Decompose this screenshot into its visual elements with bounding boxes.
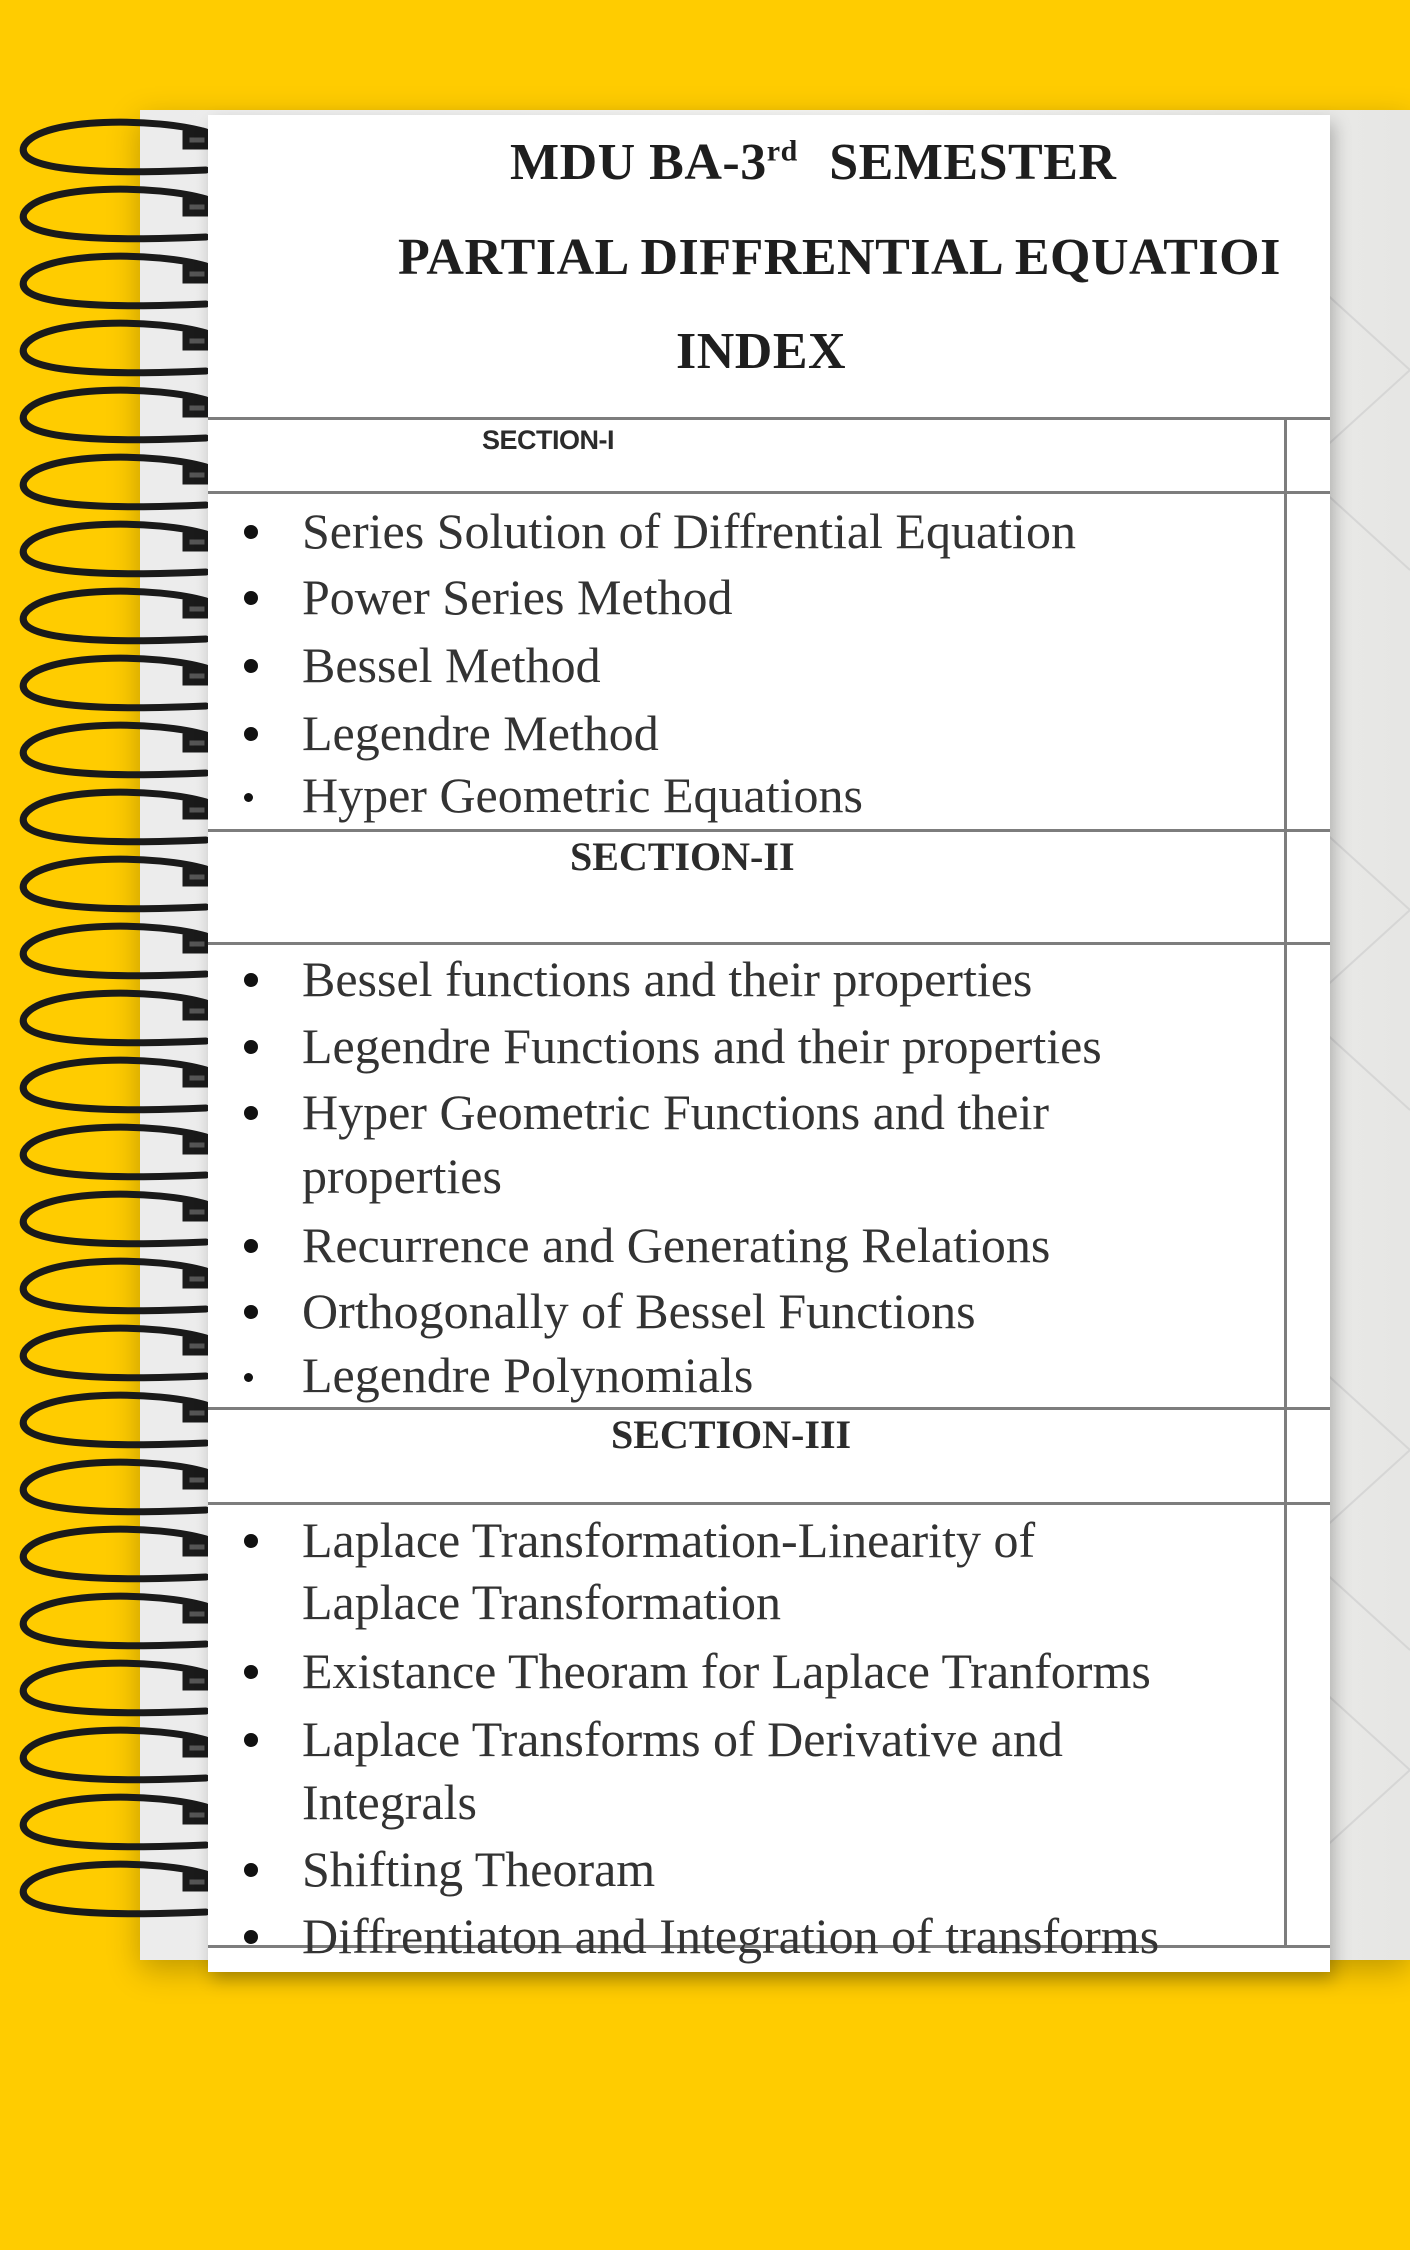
topic-text: Legendre Polynomials	[302, 1347, 754, 1403]
coil-hole	[186, 402, 208, 414]
section-2-rule	[208, 942, 1330, 945]
list-item	[208, 499, 1278, 563]
list-item	[208, 565, 1278, 629]
spiral-coil	[23, 1395, 206, 1445]
list-item	[208, 1837, 1278, 1901]
bullet-icon	[244, 727, 258, 741]
coil-hole	[186, 1809, 208, 1821]
heading-suffix: SEMESTER	[829, 134, 1117, 191]
coil-hole	[186, 603, 208, 615]
heading-line	[510, 133, 1116, 192]
section-1-label: SECTION-I	[482, 425, 615, 455]
list-item	[208, 1707, 1278, 1771]
topic-text: Legendre Functions and their properties	[302, 1018, 1102, 1074]
subject-title: PARTIAL DIFFRENTIAL EQUATIOI	[398, 229, 1281, 286]
coil-hole	[186, 1876, 208, 1888]
spiral-coil	[23, 926, 206, 976]
list-item	[208, 1770, 1278, 1834]
spiral-binding	[10, 110, 210, 1960]
topic-text: Shifting Theoram	[302, 1841, 656, 1897]
list-item	[208, 1080, 1278, 1144]
spiral-coil	[23, 792, 206, 842]
coil-hole	[186, 201, 208, 213]
spiral-coil	[23, 1797, 206, 1847]
spiral-coil	[23, 1060, 206, 1110]
bullet-icon	[244, 591, 258, 605]
spiral-coil	[23, 1127, 206, 1177]
section-1-rule	[208, 491, 1330, 494]
list-item	[208, 1014, 1278, 1078]
coil-hole	[186, 871, 208, 883]
coil-hole	[186, 1541, 208, 1553]
spiral-coil	[23, 1328, 206, 1378]
bullet-icon	[244, 525, 258, 539]
topic-text: Series Solution of Diffrential Equation	[302, 503, 1076, 559]
coil-hole	[186, 469, 208, 481]
topic-text: Diffrentiaton and Integration of transforms	[302, 1908, 1160, 1964]
coil-hole	[186, 804, 208, 816]
topic-text: Integrals	[302, 1774, 477, 1830]
topic-text: Laplace Transforms of Derivative and	[302, 1711, 1063, 1767]
coil-hole	[186, 1072, 208, 1084]
topic-text: Orthogonally of Bessel Functions	[302, 1283, 976, 1339]
list-item	[208, 763, 1278, 827]
coil-hole	[186, 737, 208, 749]
spiral-coil	[23, 591, 206, 641]
spiral-coil	[23, 122, 206, 172]
topic-text: Recurrence and Generating Relations	[302, 1217, 1051, 1273]
topic-text: Bessel Method	[302, 637, 601, 693]
spiral-coil	[23, 859, 206, 909]
coil-hole	[186, 335, 208, 347]
section-3-label: SECTION-III	[611, 1412, 852, 1457]
spiral-coil	[23, 1194, 206, 1244]
spiral-coil	[23, 1596, 206, 1646]
bullet-icon	[244, 1106, 258, 1120]
coil-hole	[186, 268, 208, 280]
bullet-icon	[244, 793, 253, 802]
heading-superscript: rd	[766, 134, 798, 168]
table-top-rule	[208, 417, 1330, 420]
spiral-coil	[23, 1864, 206, 1914]
bullet-icon	[244, 1040, 258, 1054]
list-item	[208, 1508, 1278, 1572]
coil-hole	[186, 1340, 208, 1352]
list-item	[208, 701, 1278, 765]
section-3-top-rule	[208, 1407, 1330, 1410]
section-2-top-rule	[208, 829, 1330, 832]
coil-hole	[186, 1407, 208, 1419]
bullet-icon	[244, 1373, 253, 1382]
bullet-icon	[244, 1733, 258, 1747]
coil-hole	[186, 670, 208, 682]
list-item	[208, 1343, 1278, 1407]
spiral-coil	[23, 457, 206, 507]
topic-text: Hyper Geometric Functions and their	[302, 1084, 1050, 1140]
list-item	[208, 1279, 1278, 1343]
bullet-icon	[244, 1863, 258, 1877]
list-item	[208, 633, 1278, 697]
spiral-coil	[23, 323, 206, 373]
table-right-rule	[1284, 417, 1287, 1947]
topic-text: Existance Theoram for Laplace Tranforms	[302, 1643, 1151, 1699]
topic-text: Hyper Geometric Equations	[302, 767, 863, 823]
list-item	[208, 1213, 1278, 1277]
coil-hole	[186, 1675, 208, 1687]
spiral-coil	[23, 1462, 206, 1512]
bullet-icon	[244, 1930, 258, 1944]
spiral-coil	[23, 993, 206, 1043]
topic-text: Legendre Method	[302, 705, 659, 761]
spiral-coil	[23, 725, 206, 775]
topic-text: Bessel functions and their properties	[302, 951, 1033, 1007]
list-item	[208, 1570, 1278, 1634]
list-item	[208, 1639, 1278, 1703]
bullet-icon	[244, 973, 258, 987]
list-item	[208, 1904, 1278, 1968]
coil-hole	[186, 1139, 208, 1151]
coil-hole	[186, 1608, 208, 1620]
spiral-coil	[23, 1261, 206, 1311]
coil-hole	[186, 1474, 208, 1486]
section-2-label: SECTION-II	[570, 834, 795, 879]
bullet-icon	[244, 1239, 258, 1253]
bullet-icon	[244, 659, 258, 673]
list-item	[208, 1144, 1278, 1208]
spiral-coil	[23, 1529, 206, 1579]
spiral-coil	[23, 658, 206, 708]
heading-prefix: MDU BA-3	[510, 134, 767, 191]
coil-hole	[186, 1206, 208, 1218]
topic-text: Laplace Transformation	[302, 1574, 782, 1630]
document-page	[208, 115, 1330, 1972]
bullet-icon	[244, 1665, 258, 1679]
section-3-rule	[208, 1502, 1330, 1505]
topic-text: Power Series Method	[302, 569, 733, 625]
coil-hole	[186, 134, 208, 146]
coil-hole	[186, 1273, 208, 1285]
bullet-icon	[244, 1534, 258, 1548]
topic-text: properties	[302, 1148, 502, 1204]
spiral-coil	[23, 390, 206, 440]
spiral-coil	[23, 1730, 206, 1780]
coil-hole	[186, 938, 208, 950]
coil-hole	[186, 536, 208, 548]
bullet-icon	[244, 1305, 258, 1319]
spiral-coil	[23, 524, 206, 574]
index-title: INDEX	[676, 323, 847, 380]
coil-hole	[186, 1742, 208, 1754]
list-item	[208, 947, 1278, 1011]
spiral-coil	[23, 189, 206, 239]
spiral-coil	[23, 1663, 206, 1713]
spiral-coil	[23, 256, 206, 306]
coil-hole	[186, 1005, 208, 1017]
topic-text: Laplace Transformation-Linearity of	[302, 1512, 1036, 1568]
